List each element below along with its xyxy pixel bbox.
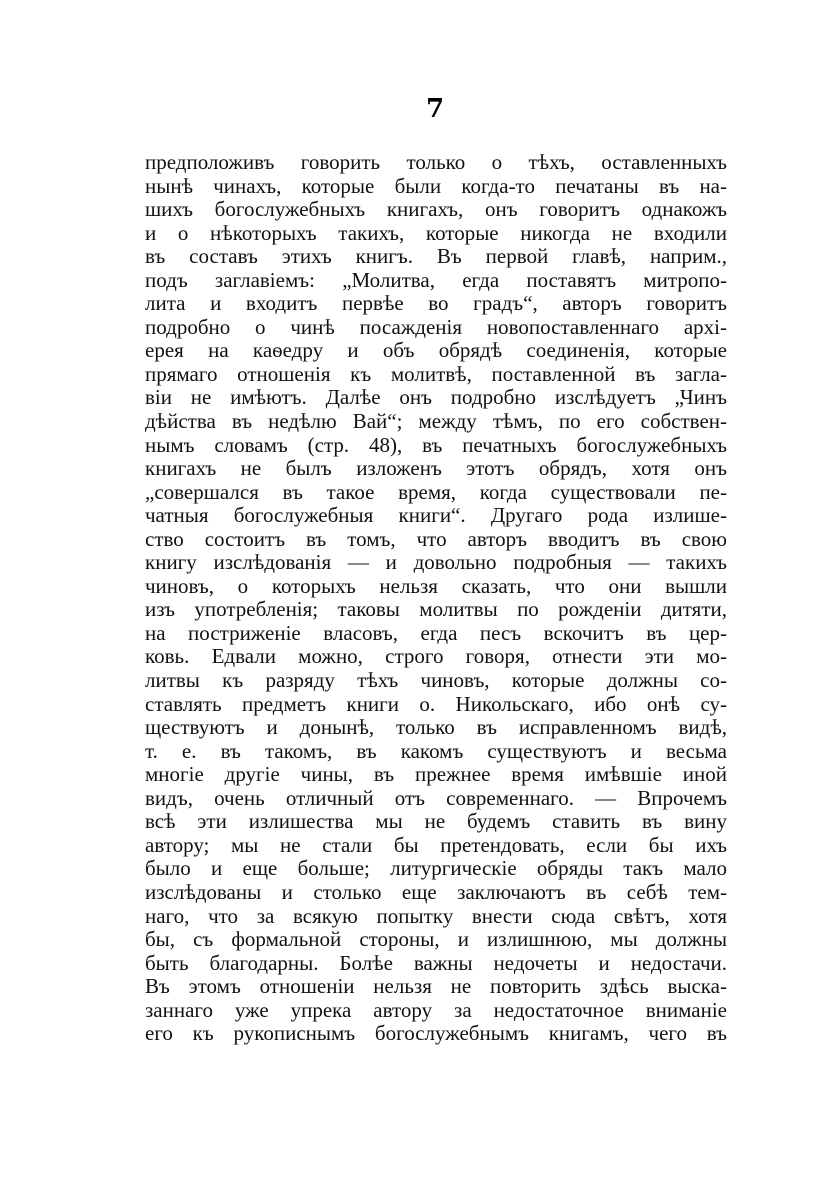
text-line: чатныя богослужебныя книги“. Другаго рода излише- xyxy=(145,504,727,528)
text-line: въ составъ этихъ книгъ. Въ первой главѣ, наприм., xyxy=(145,245,727,269)
text-line: ерея на каѳедру и объ обрядѣ соединенія, которые xyxy=(145,339,727,363)
text-line: изслѣдованы и столько еще заключаютъ въ себѣ тем- xyxy=(145,880,727,904)
text-line: чиновъ, о которыхъ нельзя сказать, что они вышли xyxy=(145,574,727,598)
text-line: наго, что за всякую попытку внести сюда свѣтъ, хотя xyxy=(145,904,727,928)
text-line: на постриженіе власовъ, егда песъ вскочитъ въ цер- xyxy=(145,621,727,645)
text-line: дѣйства въ недѣлю Вай“; между тѣмъ, по его собствен- xyxy=(145,410,727,434)
text-line: прямаго отношенія къ молитвѣ, поставленной въ загла- xyxy=(145,362,727,386)
text-line: было и еще больше; литургическіе обряды такъ мало xyxy=(145,857,727,881)
text-line: его къ рукописнымъ богослужебнымъ книгамъ, чего въ xyxy=(145,1022,727,1046)
text-line: віи не имѣютъ. Далѣе онъ подробно изслѣдуетъ „Чинъ xyxy=(145,386,727,410)
text-line: т. е. въ такомъ, въ какомъ существуютъ и весьма xyxy=(145,739,727,763)
text-line: Въ этомъ отношеніи нельзя не повторить здѣсь выска- xyxy=(145,975,727,999)
text-line: автору; мы не стали бы претендовать, если бы ихъ xyxy=(145,833,727,857)
page-number: 7 xyxy=(425,94,445,124)
text-line: и о нѣкоторыхъ такихъ, которые никогда не входили xyxy=(145,221,727,245)
body-text xyxy=(145,151,727,1046)
text-line: ство состоитъ въ томъ, что авторъ вводитъ въ свою xyxy=(145,527,727,551)
text-line: заннаго уже упрека автору за недостаточное вниманіе xyxy=(145,998,727,1022)
text-line: книгу изслѣдованія — и довольно подробныя — такихъ xyxy=(145,551,727,575)
text-line: ковь. Едвали можно, строго говоря, отнести эти мо- xyxy=(145,645,727,669)
text-line: ществуютъ и донынѣ, только въ исправленномъ видѣ, xyxy=(145,716,727,740)
text-line: ставлять предметъ книги о. Никольскаго, ибо онѣ су- xyxy=(145,692,727,716)
text-line: литвы къ разряду тѣхъ чиновъ, которые должны со- xyxy=(145,669,727,693)
text-line: многіе другіе чины, въ прежнее время имѣвшіе иной xyxy=(145,763,727,787)
text-line: книгахъ не былъ изложенъ этотъ обрядъ, хотя онъ xyxy=(145,457,727,481)
text-line: быть благодарны. Болѣе важны недочеты и недостачи. xyxy=(145,951,727,975)
text-line: нымъ словамъ (стр. 48), въ печатныхъ богослужебныхъ xyxy=(145,433,727,457)
text-line: бы, съ формальной стороны, и излишнюю, мы должны xyxy=(145,928,727,952)
text-line: „совершался въ такое время, когда существовали пе- xyxy=(145,480,727,504)
text-line: подробно о чинѣ посажденія новопоставленнаго архі- xyxy=(145,315,727,339)
text-line: предположивъ говорить только о тѣхъ, оставленныхъ xyxy=(145,151,727,174)
text-line: подъ заглавіемъ: „Молитва, егда поставятъ митропо- xyxy=(145,268,727,292)
text-line: всѣ эти излишества мы не будемъ ставить въ вину xyxy=(145,810,727,834)
text-line: нынѣ чинахъ, которые были когда-то печатаны въ на- xyxy=(145,174,727,198)
text-line: видъ, очень отличный отъ современнаго. — Впрочемъ xyxy=(145,786,727,810)
text-line: изъ употребленія; таковы молитвы по рожденіи дитяти, xyxy=(145,598,727,622)
text-line: лита и входитъ первѣе во градъ“, авторъ говоритъ xyxy=(145,292,727,316)
text-line: шихъ богослужебныхъ книгахъ, онъ говоритъ однакожъ xyxy=(145,198,727,222)
